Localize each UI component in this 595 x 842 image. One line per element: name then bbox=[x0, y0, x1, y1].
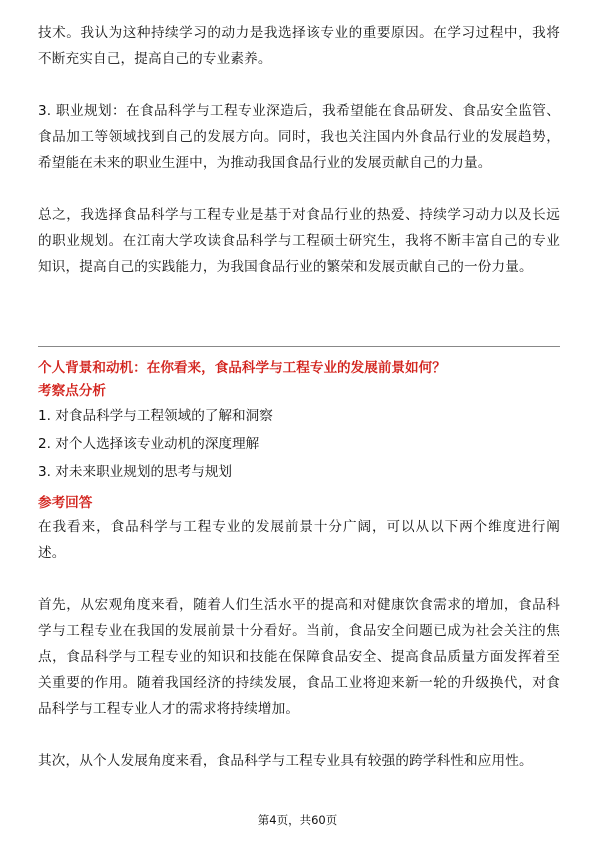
answer-paragraph-personal: 其次，从个人发展角度来看，食品科学与工程专业具有较强的跨学科性和应用性。 bbox=[38, 753, 533, 769]
question-title: 个人背景和动机：在你看来，食品科学与工程专业的发展前景如何？ bbox=[38, 360, 446, 376]
analysis-label: 考察点分析 bbox=[38, 383, 106, 399]
answer-label: 参考回答 bbox=[38, 495, 93, 511]
answer-paragraph-macro: 首先，从宏观角度来看，随着人们生活水平的提高和对健康饮食需求的增加，食品科学与工程专业在我国的发展前景十分看好。当前，食品安全问题已成为社会关注的焦点，食品科学与工程专业的知识和技能在保障食品安全、提高食品质量方面发挥着至关重要的作用。随着我国经济的持续发展，食品工业将迎来新一轮的升级换代，对食品科学与工程专业人才的需求将持续增加。 bbox=[38, 597, 560, 717]
analysis-item: 3. 对未来职业规划的思考与规划 bbox=[38, 464, 233, 480]
page-number: 第4页，共60页 bbox=[257, 813, 338, 827]
analysis-item: 2. 对个人选择该专业动机的深度理解 bbox=[38, 436, 260, 452]
top-content bbox=[38, 20, 560, 280]
paragraph-learning-motivation: 技术。我认为这种持续学习的动力是我选择该专业的重要原因。在学习过程中，我将不断充实自己，提高自己的专业素养。 bbox=[38, 25, 560, 67]
paragraph-summary: 总之，我选择食品科学与工程专业是基于对食品行业的热爱、持续学习动力以及长远的职业规划。在江南大学攻读食品科学与工程硕士研究生，我将不断丰富自己的专业知识，提高自己的实践能力，为我国食品行业的繁荣和发展贡献自己的一份力量。 bbox=[38, 207, 560, 275]
paragraph-career-plan: 3. 职业规划：在食品科学与工程专业深造后，我希望能在食品研发、食品安全监管、食品加工等领域找到自己的发展方向。同时，我也关注国内外食品行业的发展趋势，希望能在未来的职业生涯中，为推动我国食品行业的发展贡献自己的力量。 bbox=[38, 103, 560, 171]
section-divider bbox=[38, 346, 560, 347]
analysis-item: 1. 对食品科学与工程领域的了解和洞察 bbox=[38, 408, 273, 424]
answer-paragraph-intro: 在我看来，食品科学与工程专业的发展前景十分广阔，可以从以下两个维度进行阐述。 bbox=[38, 519, 560, 561]
question-section bbox=[38, 356, 560, 774]
